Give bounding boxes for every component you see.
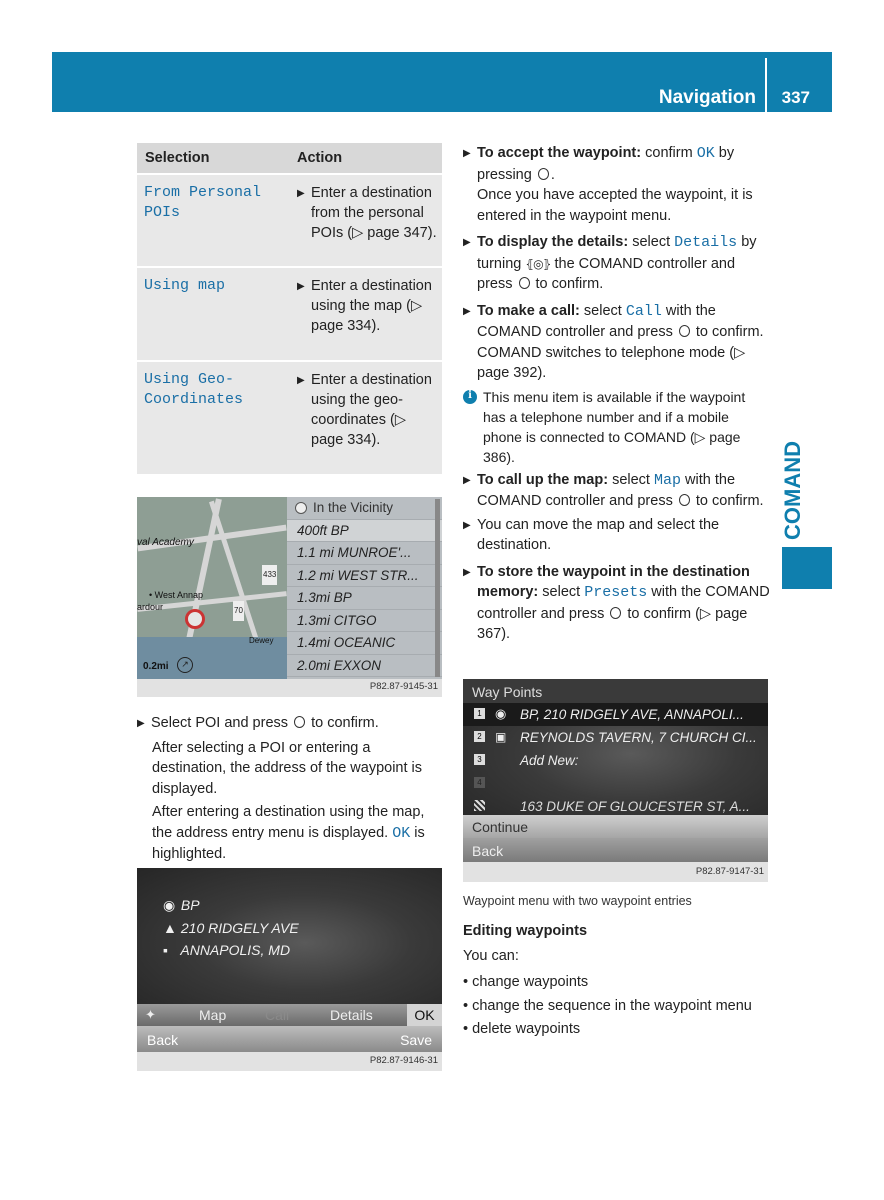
figure-ref: P82.87-9147-31 xyxy=(695,866,764,877)
info-note: i This menu item is available if the waypoint has a telephone number and if a mobile phone is connected to COMAND (▷ page 386). xyxy=(463,387,771,467)
list-item[interactable]: 1.2 mi WEST STR... xyxy=(287,565,442,588)
list-item[interactable]: 163 DUKE OF GLOUCESTER ST, A... xyxy=(463,795,768,818)
compass-icon: ↗ xyxy=(177,657,193,673)
list-item[interactable]: 400ft BP xyxy=(287,520,442,543)
figure-caption: Waypoint menu with two waypoint entries xyxy=(463,894,692,908)
header-divider xyxy=(765,58,767,112)
press-controller-icon xyxy=(610,607,621,619)
arrow-icon: ▶ xyxy=(297,375,305,386)
map-scale: 0.2mi xyxy=(143,661,169,672)
press-controller-icon xyxy=(679,494,690,506)
right-instructions xyxy=(463,143,771,648)
list-header-label: In the Vicinity xyxy=(313,500,394,515)
map-label: val Academy xyxy=(137,537,194,548)
intro-text: You can: xyxy=(463,947,519,964)
arrow-icon: ▶ xyxy=(463,474,471,486)
col-action: Action xyxy=(297,150,343,166)
page-number: 337 xyxy=(781,88,810,107)
map-button[interactable]: Map xyxy=(199,1007,227,1023)
street: 210 RIDGELY AVE xyxy=(180,919,299,936)
route-shield: 433 xyxy=(262,565,277,585)
figure-strip xyxy=(137,1052,442,1071)
list-item[interactable]: 1.3mi CITGO xyxy=(287,610,442,633)
waypoint-icon: ◉ xyxy=(495,706,507,721)
back-button[interactable]: Back xyxy=(463,838,768,862)
arrow-icon: ▶ xyxy=(297,281,305,292)
city: ANNAPOLIS, MD xyxy=(180,942,291,958)
step-item: ▶ To store the waypoint in the destination memory: select Presets with the COMAND controller and press to confirm (▷ page 367). xyxy=(463,562,771,645)
action-text: Enter a destination using the geo-coordinates (▷ page 334). xyxy=(311,372,432,448)
action-cell xyxy=(289,276,442,352)
step-item: ▶ To make a call: select Call with the COMAND controller and press to confirm. COMAND switches to telephone mode (▷ page 392). xyxy=(463,301,771,384)
step-item: ▶ You can move the map and select the destination. xyxy=(463,515,771,556)
destination-flag-icon xyxy=(474,800,485,811)
figure-strip xyxy=(463,862,768,882)
chapter-title: Navigation xyxy=(658,87,756,108)
turn-controller-icon: ⦃◎⦄ xyxy=(525,256,551,271)
address-screenshot xyxy=(137,868,442,1071)
address-block: ◉ BP ▲ 210 RIDGELY AVE ▪ ANNAPOLIS, MD xyxy=(163,897,299,958)
arrow-icon: ▶ xyxy=(463,305,471,317)
nav-bar xyxy=(137,1026,442,1052)
selection-table xyxy=(137,143,442,474)
left-instructions xyxy=(137,713,445,868)
step-item: ▶ Select POI and press to confirm. xyxy=(137,713,445,735)
list-item[interactable]: 2 ▣ REYNOLDS TAVERN, 7 CHURCH CI... xyxy=(463,726,768,749)
waypoint-list xyxy=(463,703,768,818)
press-controller-icon xyxy=(294,716,305,728)
arrow-icon: ▶ xyxy=(137,718,145,729)
list-item: • change the sequence in the waypoint menu xyxy=(463,997,752,1014)
paragraph: Once you have accepted the waypoint, it is entered in the waypoint menu. xyxy=(477,187,753,224)
poi-name: BP xyxy=(180,897,200,913)
poi-list xyxy=(287,497,442,679)
figure-ref: P82.87-9146-31 xyxy=(369,1055,438,1066)
ok-button[interactable]: OK xyxy=(407,1004,442,1026)
map-label: • West Annap xyxy=(149,590,204,600)
map-label: ardour xyxy=(137,602,164,612)
selection-cell: Using Geo-Coordinates xyxy=(144,371,244,408)
figure-ref: P82.87-9145-31 xyxy=(369,681,438,692)
continue-button[interactable]: Continue xyxy=(463,815,768,838)
button-bar xyxy=(137,1004,442,1026)
details-button[interactable]: Details xyxy=(330,1007,373,1023)
step-item: ▶ To accept the waypoint: confirm OK by pressing . Once you have accepted the waypoint, it is entered in the waypoint menu. xyxy=(463,143,771,226)
page-header xyxy=(52,52,832,112)
vicinity-icon xyxy=(295,502,307,514)
arrow-icon: ▶ xyxy=(463,566,471,578)
paragraph: After selecting a POI or entering a destination, the address of the waypoint is displayed. xyxy=(152,739,423,797)
list-item: • delete waypoints xyxy=(463,1021,581,1037)
list-item[interactable]: 1.1 mi MUNROE'... xyxy=(287,542,442,565)
figure-strip xyxy=(137,679,442,697)
list-item[interactable]: 3 Add New: xyxy=(463,749,768,772)
table-row xyxy=(137,175,442,266)
table-row xyxy=(137,268,442,360)
save-button[interactable]: Save xyxy=(400,1032,432,1048)
list-item[interactable]: 1.4mi OCEANIC xyxy=(287,632,442,655)
scrollbar[interactable] xyxy=(435,499,440,677)
table-row xyxy=(137,362,442,474)
back-button[interactable]: Back xyxy=(147,1032,179,1048)
press-controller-icon xyxy=(538,168,549,180)
settings-icon[interactable]: ✦ xyxy=(145,1007,156,1022)
info-icon: i xyxy=(463,390,477,404)
editing-section xyxy=(463,921,773,1040)
route-shield: 70 xyxy=(233,601,244,621)
arrow-icon: ▶ xyxy=(463,237,471,248)
selection-cell: From Personal POIs xyxy=(144,184,262,221)
list-item: • change waypoints xyxy=(463,974,589,990)
arrow-icon: ▶ xyxy=(297,188,305,199)
map-view xyxy=(137,497,287,679)
press-controller-icon xyxy=(679,325,690,337)
side-tab-label: COMAND xyxy=(780,441,805,540)
map-label: Dewey xyxy=(249,636,274,645)
side-tab-marker xyxy=(782,547,832,589)
waypoints-screenshot xyxy=(463,679,768,882)
selection-cell: Using map xyxy=(144,277,226,294)
list-item[interactable]: 1 ◉ BP, 210 RIDGELY AVE, ANNAPOLI... xyxy=(463,703,768,726)
action-text: Enter a destination using the map (▷ page 334). xyxy=(311,278,432,334)
action-cell xyxy=(289,183,442,258)
list-item[interactable]: 1.3mi BP xyxy=(287,587,442,610)
list-item[interactable]: 2.0mi EXXON xyxy=(287,655,442,678)
step-item: ▶ To call up the map: select Map with the COMAND controller and press to confirm. xyxy=(463,470,771,512)
table-header xyxy=(137,143,442,173)
poi-map-screenshot xyxy=(137,497,442,697)
col-selection: Selection xyxy=(145,150,210,166)
list-header xyxy=(287,497,442,520)
section-heading: Editing waypoints xyxy=(463,923,588,939)
press-controller-icon xyxy=(519,277,530,289)
screen-title: Way Points xyxy=(472,684,543,700)
call-button[interactable]: Call xyxy=(265,1007,290,1023)
action-cell xyxy=(277,370,442,466)
action-text: Enter a destination from the personal POIs (▷ page 347). xyxy=(311,185,437,241)
step-item: ▶ To display the details: select Details by turning ⦃◎⦄ the COMAND controller and press to confirm. xyxy=(463,232,771,295)
arrow-icon: ▶ xyxy=(463,519,471,531)
restaurant-icon: ▣ xyxy=(495,730,507,744)
paragraph: After entering a destination using the map, the address entry menu is displayed. OK is highlighted. xyxy=(152,804,425,862)
arrow-icon: ▶ xyxy=(463,148,471,159)
list-item[interactable]: 4 xyxy=(463,772,768,795)
